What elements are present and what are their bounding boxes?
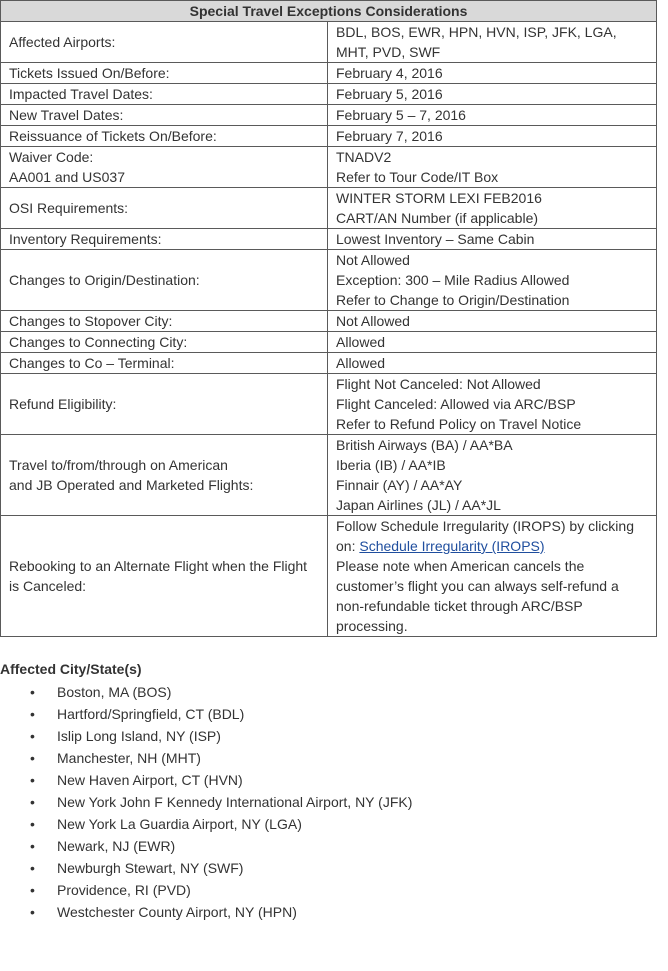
row-value: February 7, 2016 bbox=[328, 126, 657, 147]
cities-heading: Affected City/State(s) bbox=[0, 661, 142, 677]
row-value: WINTER STORM LEXI FEB2016 CART/AN Number (if applicable) bbox=[328, 188, 657, 229]
row-label: OSI Requirements: bbox=[1, 188, 328, 229]
table-row-rebooking bbox=[1, 516, 657, 637]
row-value: Not Allowed Exception: 300 – Mile Radius Allowed Refer to Change to Origin/Destination bbox=[328, 250, 657, 311]
row-label: Inventory Requirements: bbox=[1, 229, 328, 250]
table-title: Special Travel Exceptions Considerations bbox=[1, 1, 657, 22]
row-value: February 4, 2016 bbox=[328, 63, 657, 84]
row-value: Flight Not Canceled: Not Allowed Flight Canceled: Allowed via ARC/BSP Refer to Refund Policy on Travel Notice bbox=[328, 374, 657, 435]
irops-link[interactable]: Schedule Irregularity (IROPS) bbox=[359, 538, 545, 554]
table-row bbox=[1, 311, 657, 332]
table-row bbox=[1, 22, 657, 63]
table-row bbox=[1, 229, 657, 250]
row-label: Impacted Travel Dates: bbox=[1, 84, 328, 105]
list-item: • Newburgh Stewart, NY (SWF) bbox=[30, 857, 668, 879]
row-value: BDL, BOS, EWR, HPN, HVN, ISP, JFK, LGA, MHT, PVD, SWF bbox=[328, 22, 657, 63]
list-item: • Newark, NJ (EWR) bbox=[30, 835, 668, 857]
row-value: Allowed bbox=[328, 332, 657, 353]
list-item: • New York La Guardia Airport, NY (LGA) bbox=[30, 813, 668, 835]
row-label: Tickets Issued On/Before: bbox=[1, 63, 328, 84]
row-label: Refund Eligibility: bbox=[1, 374, 328, 435]
row-label: Travel to/from/through on American and JB Operated and Marketed Flights: bbox=[1, 435, 328, 516]
table-row bbox=[1, 250, 657, 311]
table-row bbox=[1, 374, 657, 435]
cities-list bbox=[0, 681, 668, 923]
list-item: • Providence, RI (PVD) bbox=[30, 879, 668, 901]
row-value: Lowest Inventory – Same Cabin bbox=[328, 229, 657, 250]
row-label: Changes to Stopover City: bbox=[1, 311, 328, 332]
row-label: Affected Airports: bbox=[1, 22, 328, 63]
list-item: • Westchester County Airport, NY (HPN) bbox=[30, 901, 668, 923]
list-item: • New Haven Airport, CT (HVN) bbox=[30, 769, 668, 791]
table-row bbox=[1, 105, 657, 126]
list-item: • Manchester, NH (MHT) bbox=[30, 747, 668, 769]
row-label: Rebooking to an Alternate Flight when the Flight is Canceled: bbox=[1, 516, 328, 637]
table-row bbox=[1, 147, 657, 188]
row-value: February 5, 2016 bbox=[328, 84, 657, 105]
row-value: TNADV2 Refer to Tour Code/IT Box bbox=[328, 147, 657, 188]
list-item: • Hartford/Springfield, CT (BDL) bbox=[30, 703, 668, 725]
list-item: • Boston, MA (BOS) bbox=[30, 681, 668, 703]
row-label: Reissuance of Tickets On/Before: bbox=[1, 126, 328, 147]
row-value: Follow Schedule Irregularity (IROPS) by clicking on: Schedule Irregularity (IROPS) Please note when American cancels the customer’s flight you can always self-refund a non-refundable ticket through ARC/BSP processing. bbox=[328, 516, 657, 637]
list-item: • New York John F Kennedy International Airport, NY (JFK) bbox=[30, 791, 668, 813]
row-value: Allowed bbox=[328, 353, 657, 374]
row-value: February 5 – 7, 2016 bbox=[328, 105, 657, 126]
row-label: Changes to Origin/Destination: bbox=[1, 250, 328, 311]
table-row bbox=[1, 188, 657, 229]
table-row bbox=[1, 84, 657, 105]
row-label: New Travel Dates: bbox=[1, 105, 328, 126]
table-row bbox=[1, 126, 657, 147]
table-row bbox=[1, 332, 657, 353]
row-label: Changes to Connecting City: bbox=[1, 332, 328, 353]
table-row bbox=[1, 435, 657, 516]
row-label: Waiver Code: AA001 and US037 bbox=[1, 147, 328, 188]
row-value: British Airways (BA) / AA*BA Iberia (IB) / AA*IB Finnair (AY) / AA*AY Japan Airlines (JL) / AA*JL bbox=[328, 435, 657, 516]
row-label: Changes to Co – Terminal: bbox=[1, 353, 328, 374]
row-value: Not Allowed bbox=[328, 311, 657, 332]
table-row bbox=[1, 353, 657, 374]
list-item: • Islip Long Island, NY (ISP) bbox=[30, 725, 668, 747]
table-row bbox=[1, 63, 657, 84]
